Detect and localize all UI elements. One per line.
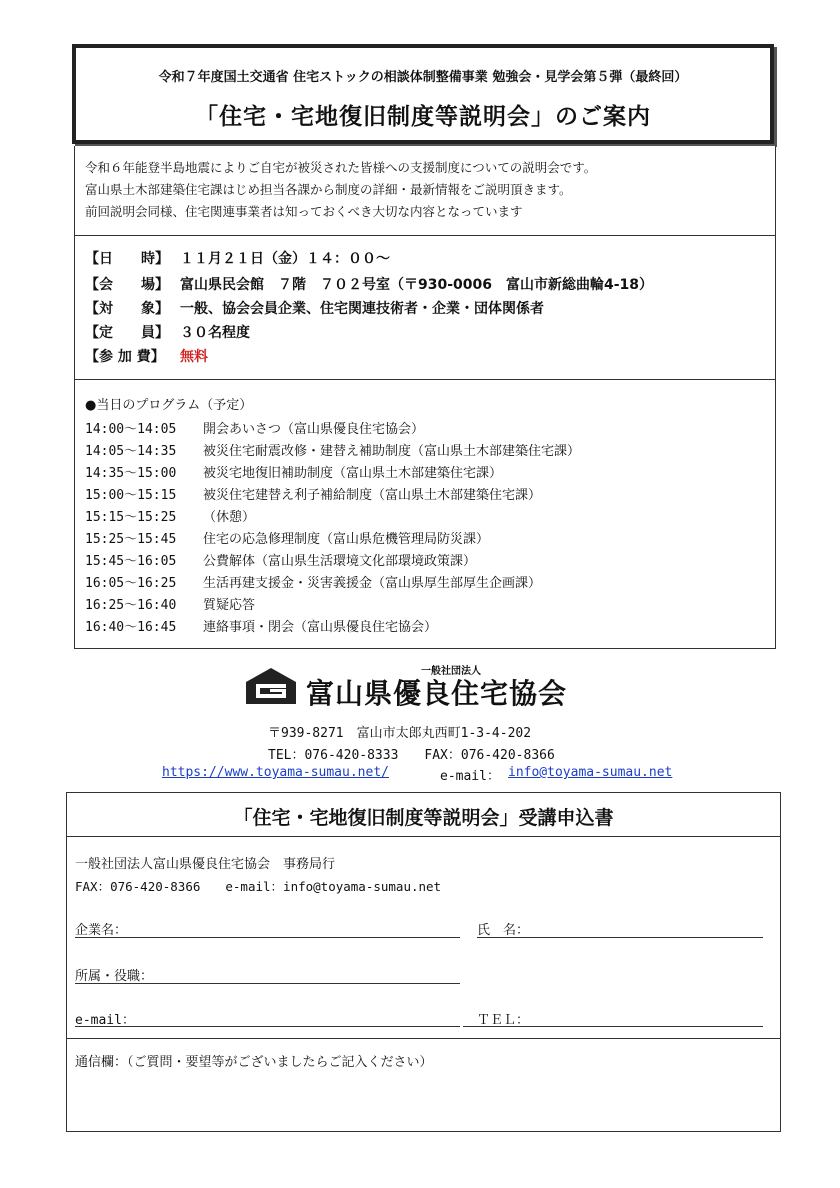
program-time: 15:25～15:45 bbox=[85, 532, 177, 547]
message-label: 通信欄：（ご質問・要望等がございましたらご記入ください） bbox=[75, 1055, 433, 1070]
program-desc: （休憩） bbox=[203, 510, 256, 525]
venue-label: 【会 場】 bbox=[85, 277, 169, 293]
page-title: 「住宅・宅地復旧制度等説明会」のご案内 bbox=[195, 104, 651, 130]
program-item bbox=[85, 440, 580, 459]
company-field[interactable] bbox=[75, 937, 460, 938]
intro-line: 前回説明会同様、住宅関連事業者は知っておくべき大切な内容となっています bbox=[85, 204, 523, 219]
program-section bbox=[74, 379, 776, 649]
program-heading: ●当日のプログラム（予定） bbox=[85, 398, 253, 413]
form-fax-email: FAX：076-420-8366 e-mail：info@toyama-sumau.net bbox=[75, 879, 442, 894]
form-title-divider bbox=[67, 836, 780, 837]
program-desc: 被災住宅建替え利子補給制度（富山県土木部建築住宅課） bbox=[203, 488, 542, 503]
program-time: 16:25～16:40 bbox=[85, 598, 177, 613]
program-time: 15:15～15:25 bbox=[85, 510, 177, 525]
logo-mark-icon bbox=[246, 668, 296, 704]
program-desc: 被災住宅耐震改修・建替え補助制度（富山県土木部建築住宅課） bbox=[203, 444, 581, 459]
message-area[interactable] bbox=[71, 1073, 771, 1125]
program-desc: 住宅の応急修理制度（富山県危機管理局防災課） bbox=[203, 532, 490, 547]
organization-logo bbox=[246, 662, 606, 708]
program-item bbox=[85, 528, 489, 547]
name-label: 氏 名： bbox=[477, 923, 530, 938]
program-item bbox=[85, 462, 502, 481]
logo-small-text: 一般社団法人 bbox=[421, 666, 481, 677]
website-link[interactable]: https://www.toyama-sumau.net/ bbox=[162, 765, 389, 780]
target-value: 一般、協会会員企業、住宅関連技術者・企業・団体関係者 bbox=[180, 301, 544, 317]
capacity-label: 【定 員】 bbox=[85, 325, 169, 341]
contact-address: 〒939-8271 富山市太郎丸西町1-3-4-202 bbox=[268, 726, 532, 741]
date-value: １１月２１日（金）１４：００～ bbox=[180, 251, 390, 267]
venue-value: 富山県民会館 ７階 ７０２号室（〒930-0006 富山市新総曲輪4-18） bbox=[180, 277, 654, 293]
detail-target bbox=[85, 298, 544, 318]
fee-value: 無料 bbox=[180, 349, 208, 365]
event-details bbox=[74, 235, 776, 380]
logo-name: 富山県優良住宅協会 bbox=[306, 677, 568, 710]
program-time: 14:35～15:00 bbox=[85, 466, 177, 481]
intro-line: 富山県土木部建築住宅課はじめ担当各課から制度の詳細・最新情報をご説明頂きます。 bbox=[85, 182, 572, 197]
program-time: 16:05～16:25 bbox=[85, 576, 177, 591]
dept-field[interactable] bbox=[75, 983, 460, 984]
date-label: 【日 時】 bbox=[85, 251, 169, 267]
form-email-label: e-mail： bbox=[75, 1013, 135, 1028]
message-divider bbox=[67, 1038, 780, 1039]
detail-capacity bbox=[85, 322, 250, 342]
program-item bbox=[85, 484, 541, 503]
program-item bbox=[85, 594, 255, 613]
detail-date bbox=[85, 248, 390, 268]
program-time: 16:40～16:45 bbox=[85, 620, 177, 635]
tel-field[interactable] bbox=[463, 1026, 763, 1027]
company-label: 企業名： bbox=[75, 923, 128, 938]
program-item bbox=[85, 572, 541, 591]
program-desc: 開会あいさつ（富山県優良住宅協会） bbox=[203, 422, 425, 437]
header-subtitle: 令和７年度国土交通省 住宅ストックの相談体制整備事業 勉強会・見学会第５弾（最終回） bbox=[158, 70, 688, 85]
detail-venue bbox=[85, 274, 653, 294]
program-desc: 質疑応答 bbox=[203, 598, 256, 613]
email-link[interactable]: info@toyama-sumau.net bbox=[508, 765, 673, 780]
program-time: 14:00～14:05 bbox=[85, 422, 177, 437]
program-desc: 公費解体（富山県生活環境文化部環境政策課） bbox=[203, 554, 477, 569]
program-time: 15:45～16:05 bbox=[85, 554, 177, 569]
dept-label: 所属・役職： bbox=[75, 969, 154, 984]
application-form bbox=[66, 792, 781, 1132]
program-time: 14:05～14:35 bbox=[85, 444, 177, 459]
tel-label: ＴＥＬ： bbox=[477, 1013, 530, 1028]
form-office: 一般社団法人富山県優良住宅協会 事務局行 bbox=[75, 857, 336, 872]
contact-phone: TEL：076-420-8333 FAX：076-420-8366 bbox=[268, 748, 555, 763]
intro-line: 令和６年能登半島地震によりご自宅が被災された皆様への支援制度についての説明会です。 bbox=[85, 160, 597, 175]
fee-label: 【参 加 費】 bbox=[85, 349, 165, 365]
program-desc: 生活再建支援金・災害義援金（富山県厚生部厚生企画課） bbox=[203, 576, 542, 591]
program-desc: 連絡事項・閉会（富山県優良住宅協会） bbox=[203, 620, 438, 635]
form-title: 「住宅・宅地復旧制度等説明会」受講申込書 bbox=[233, 807, 614, 829]
program-item bbox=[85, 550, 476, 569]
program-item bbox=[85, 506, 255, 525]
program-time: 15:00～15:15 bbox=[85, 488, 177, 503]
target-label: 【対 象】 bbox=[85, 301, 169, 317]
email-label: e-mail： bbox=[440, 769, 500, 784]
intro-section bbox=[74, 146, 776, 236]
program-item bbox=[85, 418, 424, 437]
program-desc: 被災宅地復旧補助制度（富山県土木部建築住宅課） bbox=[203, 466, 503, 481]
name-field[interactable] bbox=[477, 937, 763, 938]
capacity-value: ３０名程度 bbox=[180, 325, 250, 341]
email-field[interactable] bbox=[75, 1026, 460, 1027]
detail-fee bbox=[85, 346, 208, 366]
program-item bbox=[85, 616, 437, 635]
header-box bbox=[72, 44, 774, 144]
